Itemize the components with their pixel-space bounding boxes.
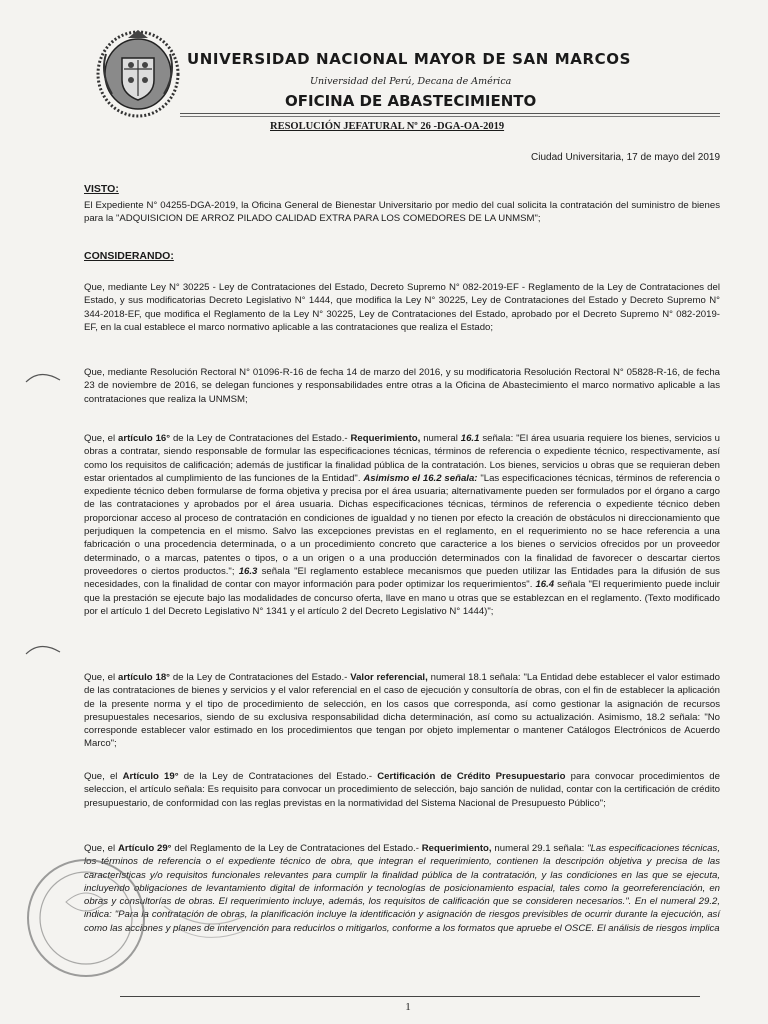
paragraph-articulo-18: Que, el artículo 18° de la Ley de Contrataciones del Estado.- Valor referencial, numeral 18.1 señala: "La Entidad debe establecer el valor estimado de las contrataciones de bienes y servicios y el valor referencial en el caso de ejecución y consultoría de obras, con el fin de establecer la aplicación de la presente norma y el tipo de procedimiento de selección, en los casos que corresponda, así como gestionar la asignación de recursos presupuestales necesarios, siendo de su exclusiva responsabilidad dicha determinación, así como su actualización. Asimismo, 18.2 señala: "No corresponde establecer valor estimado en los procedimientos que tengan por objeto implementar o mantener Catálogos Electrónicos de Acuerdo Marco";: [84, 672, 721, 750]
university-name: UNIVERSIDAD NACIONAL MAYOR DE SAN MARCOS: [187, 50, 631, 68]
header-rule-secondary: [180, 116, 720, 117]
page-number: 1: [405, 1001, 411, 1013]
header-rule: [180, 113, 720, 114]
visto-heading: VISTO:: [84, 183, 119, 195]
footer-rule: [120, 996, 700, 997]
office-name: OFICINA DE ABASTECIMIENTO: [285, 92, 537, 110]
visto-paragraph: El Expediente N° 04255-DGA-2019, la Oficina General de Bienestar Universitario por medio del cual solicita la contratación del suministro de bienes para la "ADQUISICION DE ARROZ PILADO CALIDAD EXTRA PARA LOS COMEDORES DE LA UNMSM";: [84, 200, 720, 225]
margin-mark: [20, 640, 66, 660]
university-seal-icon: [92, 24, 184, 120]
paragraph-articulo-16: Que, el artículo 16° de la Ley de Contrataciones del Estado.- Requerimiento, numeral 16.1 señala: "El área usuaria requiere los bienes, servicios u obras a contratar, siendo responsable de formular las especificaciones técnicas, términos de referencia o expediente técnico, respectivamente, así como los requisitos de calificación; además de justificar la finalidad pública de la contratación. Los bienes, servicios u obras que se requieran deben estar orientados al cumplimiento de las funciones de la Entidad". Asimismo el 16.2 señala: "Las especificaciones técnicas, términos de referencia o expediente técnico deben formularse de forma objetiva y precisa por el área usuaria; alternativamente pueden ser formulados por el órgano a cargo de las contrataciones y aprobados por el área usuaria. Dichas especificaciones técnicas, términos de referencia o expediente técnico deben proporcionar acceso al proceso de contratación en condiciones de igualdad y no tienen por efecto la creación de obstáculos ni direccionamiento que perjudiquen la competencia en el mismo. Salvo las excepciones previstas en el reglamento, en el requerimiento no se hace referencia a una fabricación o una procedencia determinada, o a un procedimiento concreto que caracterice a los bienes o servicios ofrecidos por un proveedor determinado, o a marcas, patentes o tipos, o a un origen o a una producción determinados con la finalidad de favorecer o descartar ciertos proveedores o ciertos productos."; 16.3 señala "El reglamento establece mecanismos que pueden utilizar las Entidades para la difusión de sus necesidades, con la finalidad de contar con mayor información para poder optimizar los requerimientos". 16.4 señala "El requerimiento puede incluir que la prestación se ejecute bajo las modalidades de concurso oferta, llave en mano u otras que se establezcan en el reglamento. (Texto modificado por el artículo 1 del Decreto Legislativo N° 1341 y el artículo 2 del Decreto Legislativo N° 1444)";: [84, 433, 720, 617]
resolution-title: RESOLUCIÓN JEFATURAL Nº 26 -DGA-OA-2019: [270, 121, 505, 132]
paragraph-resolucion-rectoral: Que, mediante Resolución Rectoral N° 01096-R-16 de fecha 14 de marzo del 2016, y su modificatoria Resolución Rectoral N° 05828-R-16, de fecha 23 de noviembre de 2016, se delegan funciones y responsabilidades entre otras a la Oficina de Abastecimiento el marco normativo aplicable a las contrataciones que realiza la UNMSM;: [84, 367, 720, 405]
paragraph-ley-30225: Que, mediante Ley N° 30225 - Ley de Contrataciones del Estado, Decreto Supremo N° 082-2019-EF - Reglamento de la Ley de Contrataciones del Estado, y sus modificatorias Decreto Legislativo N° 1444, que modifica la Ley N° 30225, Ley de Contrataciones del Estado y Decreto Supremo N° 344-2018-EF, que modifica el Reglamento de la Ley N° 30225, Ley de Contrataciones del Estado, aprobado por el Decreto Supremo N° 082-2019-EF, en la cual establece el marco normativo aplicable a las contrataciones que realiza el Estado;: [84, 282, 720, 333]
official-stamp-icon: [14, 846, 264, 996]
paragraph-articulo-19: Que, el Artículo 19° de la Ley de Contrataciones del Estado.- Certificación de Crédito Presupuestario para convocar procedimientos de seleccion, el artículo señala: Es requisito para convocar un procedimiento de selección, bajo sanción de nulidad, contar con la certificación de crédito presupuestario, de conformidad con las reglas previstas en la normatividad del Sistema Nacional de Presupuesto Público";: [84, 771, 720, 809]
date-line: Ciudad Universitaria, 17 de mayo del 2019: [531, 152, 720, 163]
paragraph-articulo-29: Que, el Artículo 29° del Reglamento de la Ley de Contrataciones del Estado.- Requerimiento, numeral 29.1 señala: "Las especificaciones técnicas, los términos de referencia o el expediente técnico de obra, que integran el requerimiento, contienen la descripción objetiva y precisa de las características y/o requisitos funcionales relevantes para cumplir la finalidad pública de la contratación, y las condiciones en las que se ejecuta, incluyendo obligaciones de levantamiento digital de información y tecnologías de posicionamiento espacial, tales como la georreferenciación, en obras y consultorías de obras. El requerimiento incluye, además, los requisitos de calificación que se consideren necesarios.". En el numeral 29.2, indica: "Para la contratación de obras, la planificación incluye la identificación y asignación de riesgos previsibles de ocurrir durante la ejecución, así como las acciones y planes de intervención para reducirlos o mitigarlos, conforme a los formatos que apruebe el OSCE. El análisis de riesgos implica: [84, 843, 720, 934]
margin-mark: [20, 368, 66, 388]
university-subtitle: Universidad del Perú, Decana de América: [310, 76, 512, 87]
considerando-heading: CONSIDERANDO:: [84, 250, 174, 262]
